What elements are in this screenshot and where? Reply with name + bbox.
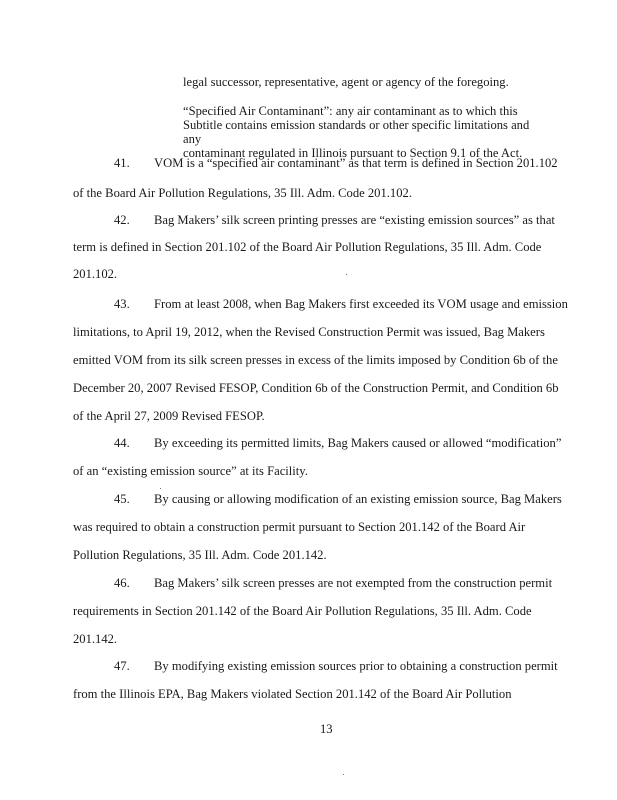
paragraph-line: from the Illinois EPA, Bag Makers violated Section 201.142 of the Board Air Pollution [73,687,512,701]
paragraph-line: December 20, 2007 Revised FESOP, Condition 6b of the Construction Permit, and Condition 6b [73,381,559,395]
paragraph-line: limitations, to April 19, 2012, when the Revised Construction Permit was issued, Bag Makers [73,325,545,339]
paragraph-line: 201.142. [73,632,118,646]
paragraph-line: emitted VOM from its silk screen presses in excess of the limits imposed by Condition 6b of the [73,353,558,367]
paragraph-line: of an “existing emission source” at its Facility. [73,464,308,478]
scan-speck [343,774,344,775]
quote-continuation [183,75,543,89]
page-number: 13 [320,722,333,736]
quote-line: “Specified Air Contaminant”: any air contaminant as to which this [183,104,518,118]
paragraph-line: 201.102. [73,267,118,281]
quote-line: Subtitle contains emission standards or other specific limitations and any [183,118,530,146]
paragraph-line: was required to obtain a construction permit pursuant to Section 201.142 of the Board Air [73,520,526,534]
quote-line: contaminant regulated in Illinois pursuant to Section 9.1 of the Act. [183,146,523,160]
paragraph-line: By exceeding its permitted limits, Bag Makers caused or allowed “modification” [154,436,562,450]
paragraph-number: 47. [114,659,130,673]
paragraph-line: of the April 27, 2009 Revised FESOP. [73,409,265,423]
paragraph-number: 44. [114,436,130,450]
paragraph-number: 46. [114,576,130,590]
scan-speck [160,488,161,489]
paragraph-number: 45. [114,492,130,506]
paragraph-line: Bag Makers’ silk screen printing presses are “existing emission sources” as that [154,213,555,227]
paragraph-line: Bag Makers’ silk screen presses are not exempted from the construction permit [154,576,553,590]
quote-line: legal successor, representative, agent or agency of the foregoing. [183,75,509,89]
quote-definition [183,104,543,160]
paragraph-line: Pollution Regulations, 35 Ill. Adm. Code 201.142. [73,548,327,562]
scan-speck [346,274,347,275]
paragraph-line: By causing or allowing modification of an existing emission source, Bag Makers [154,492,562,506]
paragraph-line: VOM is a “specified air contaminant” as that term is defined in Section 201.102 [154,156,558,170]
paragraph-number: 42. [114,213,130,227]
paragraph-line: By modifying existing emission sources prior to obtaining a construction permit [154,659,558,673]
paragraph-line: term is defined in Section 201.102 of the Board Air Pollution Regulations, 35 Ill. Adm. Code [73,240,542,254]
paragraph-number: 43. [114,297,130,311]
paragraph-number: 41. [114,156,130,170]
paragraph-line: of the Board Air Pollution Regulations, 35 Ill. Adm. Code 201.102. [73,186,412,200]
paragraph-line: requirements in Section 201.142 of the Board Air Pollution Regulations, 35 Ill. Adm. Code [73,604,532,618]
paragraph-line: From at least 2008, when Bag Makers first exceeded its VOM usage and emission [154,297,568,311]
